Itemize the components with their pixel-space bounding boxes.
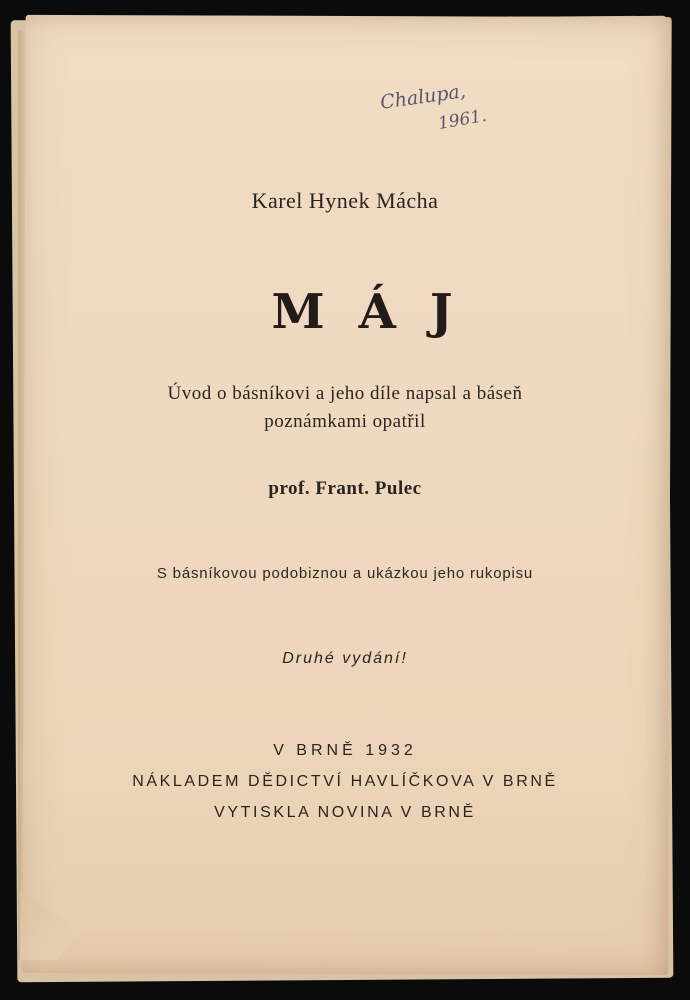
- editor-name: prof. Frant. Pulec: [268, 478, 422, 499]
- handwritten-year: 1961.: [436, 105, 489, 135]
- edition-note: Druhé vydání!: [282, 650, 408, 667]
- imprint-city-year: V BRNĚ 1932: [273, 742, 417, 759]
- intro-line-1: Úvod o básníkovi a jeho díle napsal a báseň: [167, 383, 523, 404]
- subtitle: S básníkovou podobiznou a ukázkou jeho rukopisu: [156, 565, 534, 582]
- book-title: MÁJ: [271, 284, 487, 340]
- handwritten-note: [376, 80, 506, 154]
- intro-text: [0, 380, 690, 436]
- author-name: Karel Hynek Mácha: [251, 188, 439, 213]
- handwritten-name: Chalupa,: [378, 80, 468, 114]
- imprint-printer: VYTISKLA NOVINA V BRNĚ: [214, 804, 476, 821]
- imprint-publisher: NÁKLADEM DĚDICTVÍ HAVLÍČKOVA V BRNĚ: [132, 773, 558, 790]
- intro-line-2: poznámkami opatřil: [264, 411, 426, 432]
